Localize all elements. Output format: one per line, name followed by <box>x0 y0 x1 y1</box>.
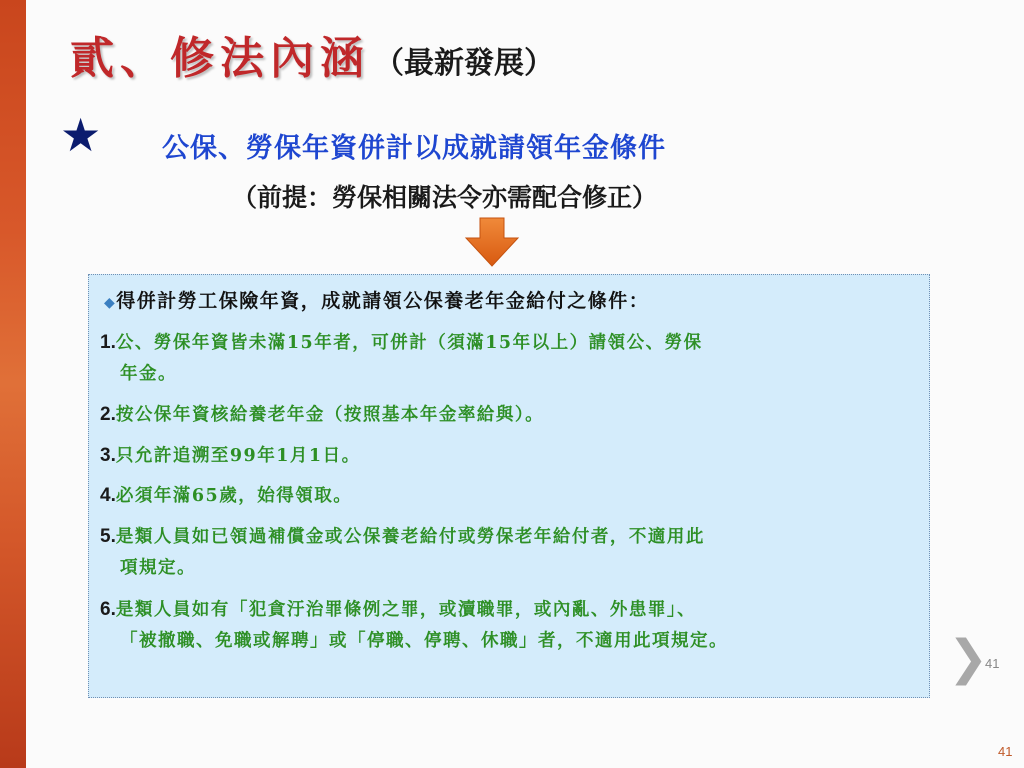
conditions-lead <box>104 286 649 313</box>
condition-item-3 <box>100 440 930 472</box>
item-text: 公、勞保年資皆未滿15年者，可併計（須滿15年以上）請領公、勞保 <box>115 333 703 353</box>
item-number: 3. <box>100 445 116 466</box>
title-subtitle: （最新發展） <box>374 46 554 81</box>
title-main: 貳、修法內涵 <box>70 33 370 84</box>
item-number: 6. <box>100 599 116 620</box>
page-number-corner: 41 <box>998 744 1013 759</box>
condition-item-2 <box>100 399 930 431</box>
item-text: 必須年滿65歲，始得領取。 <box>115 486 353 506</box>
item-text-cont: 「被撤職、免職或解聘」或「停職、停聘、休職」者，不適用此項規定。 <box>120 631 728 651</box>
down-arrow-icon <box>462 216 522 274</box>
next-slide-chevron-icon[interactable]: ❯ <box>948 630 989 686</box>
condition-item-6 <box>100 594 930 657</box>
condition-item-4 <box>100 480 930 512</box>
item-text: 只允許追溯至99年1月1日。 <box>115 446 361 466</box>
item-text: 是類人員如已領過補償金或公保養老給付或勞保老年給付者，不適用此 <box>115 527 705 547</box>
star-icon: ★ <box>60 108 102 162</box>
item-number: 4. <box>100 485 116 506</box>
page-number-inner: 41 <box>985 656 1000 671</box>
slide-title <box>70 22 554 86</box>
headline: 公保、勞保年資併計以成就請領年金條件 <box>162 133 666 164</box>
item-text: 是類人員如有「犯貪汙治罪條例之罪，或瀆職罪，或內亂、外患罪」、 <box>115 600 697 620</box>
conditions-lead-text: 得併計勞工保險年資，成就請領公保養老年金給付之條件： <box>116 290 650 312</box>
item-number: 5. <box>100 526 116 547</box>
item-number: 1. <box>100 332 116 353</box>
item-text: 按公保年資核給養老年金（按照基本年金率給與）。 <box>115 405 545 425</box>
diamond-bullet-icon: ◆ <box>104 295 117 311</box>
item-text-cont: 年金。 <box>120 364 177 384</box>
left-accent-bar <box>0 0 26 768</box>
condition-item-5 <box>100 521 930 584</box>
condition-item-1 <box>100 327 930 390</box>
item-number: 2. <box>100 404 116 425</box>
premise-note: （前提：勞保相關法令亦需配合修正） <box>232 183 658 212</box>
item-text-cont: 項規定。 <box>120 558 196 578</box>
